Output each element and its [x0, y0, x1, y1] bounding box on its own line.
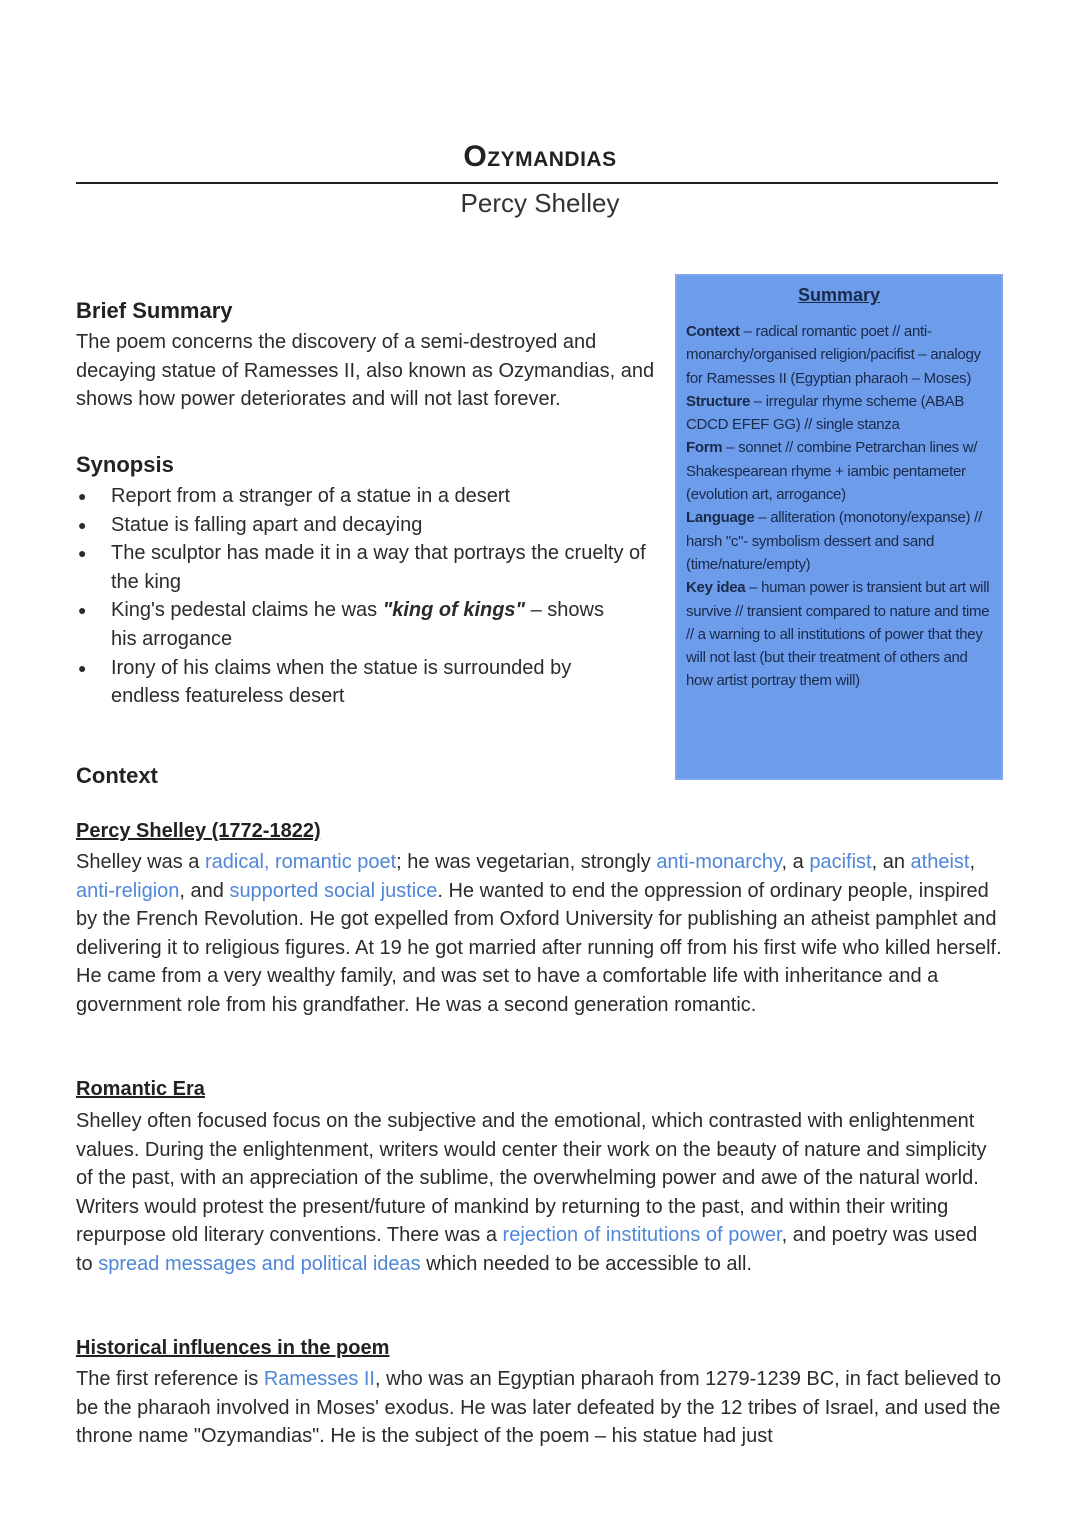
- king-of-kings-quote: "king of kings": [382, 599, 526, 622]
- highlight-text: Ramesses II: [263, 1368, 375, 1390]
- synopsis-item: ● King's pedestal claims he was "king of kings" – shows his arrogance: [76, 596, 661, 653]
- highlight-text: supported social justice: [229, 879, 438, 902]
- summary-box: [675, 274, 1003, 780]
- synopsis-item: ● The sculptor has made it in a way that portrays the cruelty of the king: [76, 539, 661, 596]
- page-title: Ozymandias: [463, 140, 617, 173]
- highlight-text: anti-religion: [76, 879, 180, 902]
- highlight-text: anti-monarchy: [656, 851, 782, 873]
- section-text-shelley: Shelley was a radical, romantic poet; he was vegetarian, strongly anti-monarchy, a pacifist, an atheist, anti-religion, and supported social justice. He wanted to end the oppression of ordinary people, inspired by the French Revolution. He got expelled from Oxford University for publishing an atheist pamphlet and delivering it to religious figures. At 19 he got married after running off from his first wife who killed herself. He came from a very wealthy family, and was set to have a comfortable life with inheritance and a government role from his grandfather. He was a second generation romantic.: [76, 851, 1002, 1016]
- synopsis-heading: Synopsis: [76, 452, 174, 477]
- synopsis-list: [76, 482, 661, 711]
- brief-summary-heading: Brief Summary: [76, 298, 233, 323]
- highlight-text: atheist: [910, 851, 970, 873]
- summary-entry-form: Form – sonnet // combine Petrarchan lines w/ Shakespearean rhyme + iambic pentameter (evolution art, arrogance): [686, 439, 978, 504]
- section-heading-shelley: Percy Shelley (1772-1822): [76, 820, 321, 842]
- highlight-text: spread messages and political ideas: [98, 1252, 421, 1275]
- summary-entry-language: Language – alliteration (monotony/expanse) // harsh "c"- symbolism dessert and sand (time/nature/empty): [686, 509, 982, 573]
- author-name: Percy Shelley: [460, 188, 620, 218]
- summary-entry-context: Context – radical romantic poet // anti-monarchy/organised religion/pacifist – analogy for Ramesses II (Egyptian pharaoh – Moses): [686, 323, 981, 387]
- summary-entry-structure: Structure – irregular rhyme scheme (ABAB CDCD EFEF GG) // single stanza: [686, 392, 965, 434]
- section-text-romantic-era: Shelley often focused focus on the subjective and the emotional, which contrasted with enlightenment values. During the enlightenment, writers would center their work on the beauty of nature and simplicity of the past, with an appreciation of the sublime, the overwhelming power and awe of the natural world. Writers would protest the present/future of mankind by returning to the past, and within their writing repurpose old literary conventions. There was a rejection of institutions of power, and poetry was used to spread messages and political ideas which needed to be accessible to all.: [76, 1110, 987, 1275]
- synopsis-item: ● Report from a stranger of a statue in a desert: [76, 482, 661, 511]
- synopsis-item: ● Irony of his claims when the statue is surrounded by endless featureless desert: [76, 654, 661, 711]
- highlight-text: radical, romantic poet: [204, 851, 397, 873]
- synopsis-item: ● Statue is falling apart and decaying: [76, 511, 661, 540]
- section-heading-historical: Historical influences in the poem: [76, 1337, 390, 1359]
- section-text-historical: The first reference is Ramesses II, who was an Egyptian pharaoh from 1279-1239 BC, in fact believed to be the pharaoh involved in Moses' exodus. He was later defeated by the 12 tribes of Israel, and used the throne name "Ozymandias". He is the subject of the poem – his statue had just: [76, 1368, 1001, 1448]
- context-heading: Context: [76, 763, 158, 788]
- title-divider: [76, 182, 998, 184]
- summary-box-title: Summary: [797, 285, 881, 305]
- brief-summary-text: The poem concerns the discovery of a semi-destroyed and decaying statue of Ramesses II, also known as Ozymandias, and shows how power deteriorates and will not last forever.: [76, 331, 655, 411]
- summary-entry-key-idea: Key idea – human power is transient but art will survive // transient compared to nature and time // a warning to all institutions of power that they will not last (but their treatment of others and how artist portray them will): [686, 579, 990, 690]
- highlight-text: rejection of institutions of power: [502, 1224, 782, 1247]
- section-heading-romantic-era: Romantic Era: [76, 1078, 205, 1100]
- highlight-text: pacifist: [809, 851, 872, 873]
